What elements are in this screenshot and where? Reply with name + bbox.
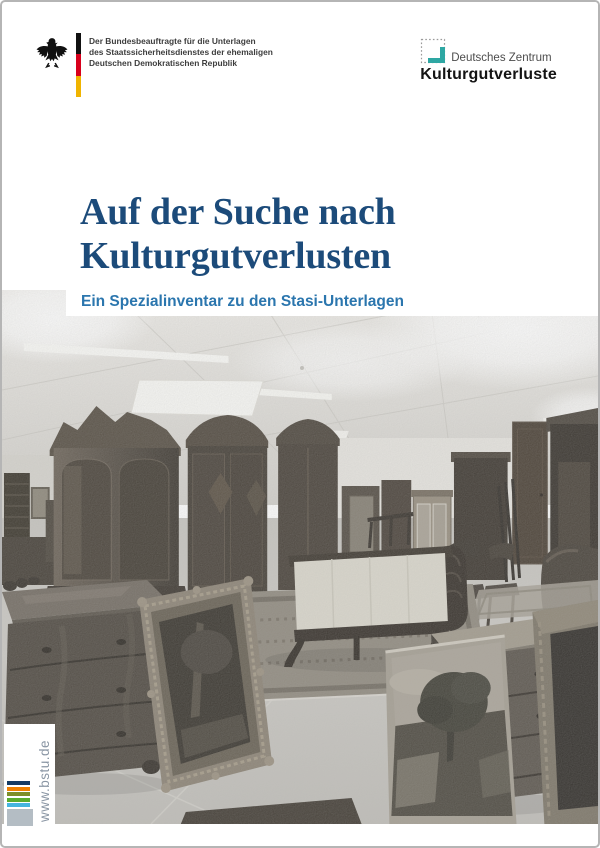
federal-eagle-icon <box>35 35 69 71</box>
page-title <box>80 190 598 278</box>
brand-stripes <box>7 781 33 826</box>
title-line-1: Auf der Suche nach <box>80 191 396 233</box>
title-line-2: Kulturgutverlusten <box>80 235 391 278</box>
bstu-logo-line-3: Deutschen Demokratischen Republik <box>89 57 237 68</box>
brand-stripe <box>7 803 30 807</box>
bstu-url-strip <box>4 724 55 848</box>
bstu-url: www.bstu.de <box>37 739 52 822</box>
bstu-logo-line-1: Der Bundesbeauftragte für die Unterlagen <box>89 36 256 46</box>
dzk-logo <box>420 38 557 84</box>
corner-bracket-icon <box>420 38 447 65</box>
page-subtitle: Ein Spezialinventar zu den Stasi-Unterlagen <box>81 293 404 311</box>
brand-stripe <box>7 792 30 796</box>
cover-photo <box>2 290 598 824</box>
brand-block <box>7 809 33 826</box>
german-flag-bar <box>76 33 81 97</box>
brand-stripe <box>7 787 30 791</box>
brand-stripe <box>7 798 30 802</box>
bstu-logo <box>35 33 273 97</box>
dzk-logo-line-1: Deutsches Zentrum <box>451 52 552 64</box>
brand-stripe <box>7 781 30 785</box>
dzk-logo-line-2: Kulturgutverluste <box>420 66 557 83</box>
bstu-logo-line-2: des Staatssicherheitsdienstes der ehemaligen <box>89 46 273 57</box>
